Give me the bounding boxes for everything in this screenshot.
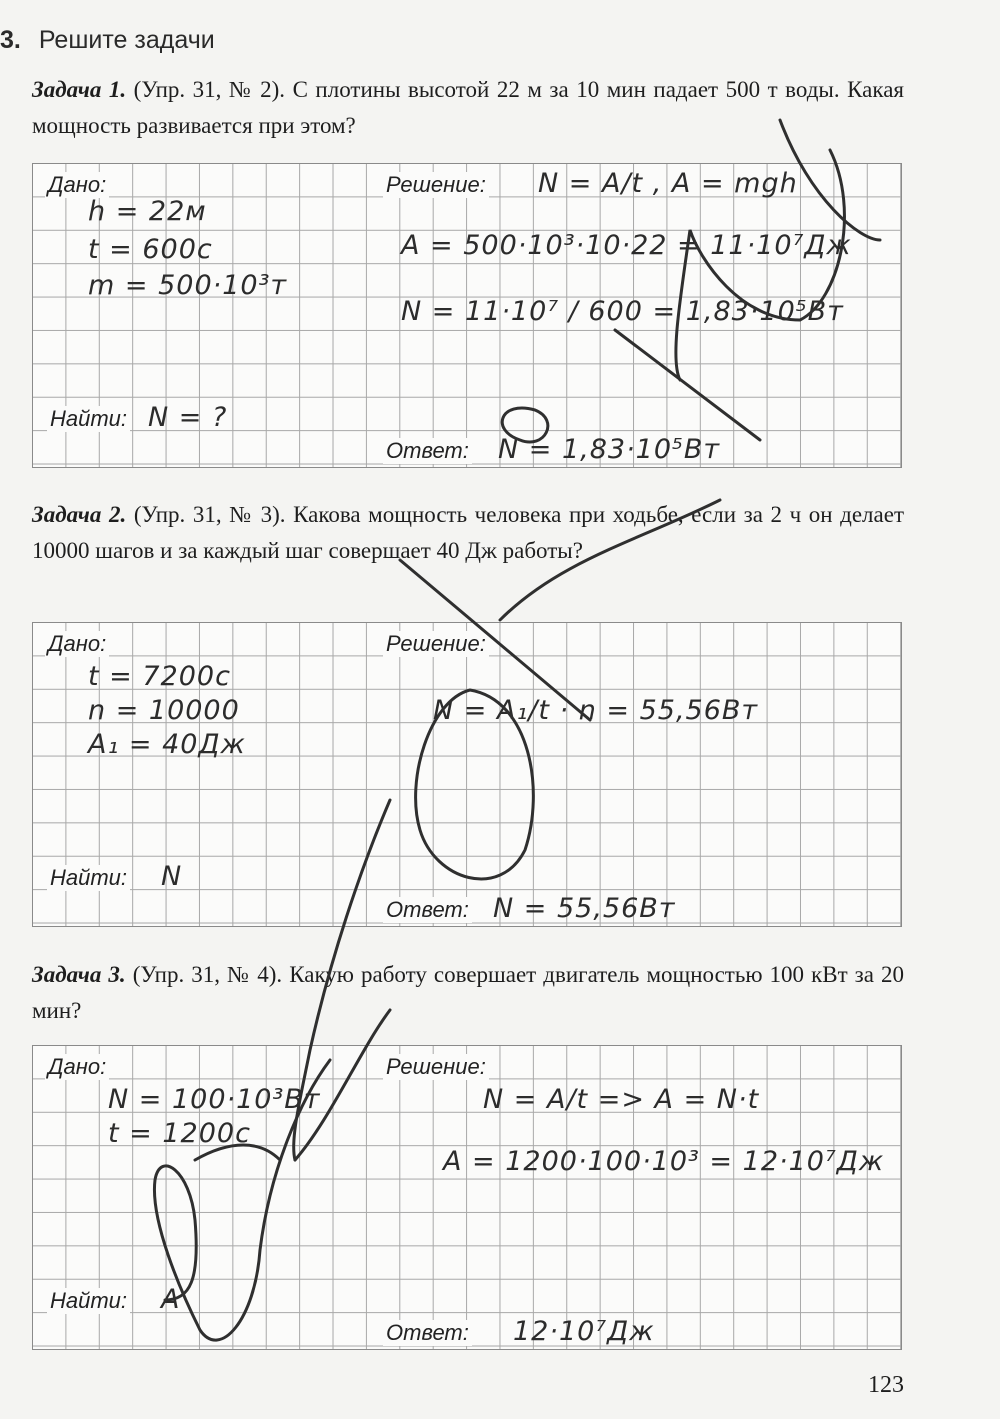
section-title: Решите задачи bbox=[38, 26, 215, 54]
given-label: Дано: bbox=[45, 172, 109, 198]
task-3-text: (Упр. 31, № 4). Какую работу совершает двигатель мощностью 100 кВт за 20 мин? bbox=[32, 962, 905, 1023]
answer-label: Ответ: bbox=[383, 438, 472, 464]
given-line: t = 7200с bbox=[88, 661, 231, 692]
task-1-text: (Упр. 31, № 2). С плотины высотой 22 м за 10 мин падает 500 т воды. Какая мощность развивается при этом? bbox=[32, 77, 905, 138]
task-2-label: Задача 2. bbox=[32, 502, 127, 527]
find-value: A bbox=[161, 1284, 181, 1315]
task-1-grid bbox=[32, 163, 902, 468]
solution-label: Решение: bbox=[383, 631, 489, 657]
given-line: t = 1200с bbox=[108, 1118, 251, 1149]
solution-label: Решение: bbox=[383, 172, 489, 198]
task-3-label: Задача 3. bbox=[32, 962, 126, 987]
solution-label: Решение: bbox=[383, 1054, 489, 1080]
given-label: Дано: bbox=[45, 631, 109, 657]
find-value: N = ? bbox=[148, 402, 228, 433]
solution-line: N = A₁/t · n = 55,56Вт bbox=[433, 695, 759, 726]
task-2-grid bbox=[32, 622, 902, 927]
section-number: 3. bbox=[0, 26, 21, 54]
find-label: Найти: bbox=[47, 1288, 130, 1314]
solution-line: A = 1200·100·10³ = 12·10⁷Дж bbox=[443, 1146, 885, 1177]
find-label: Найти: bbox=[47, 406, 130, 432]
solution-line: N = 11·10⁷ / 600 = 1,83·10⁵Вт bbox=[401, 296, 844, 327]
answer-value: N = 1,83·10⁵Вт bbox=[498, 434, 721, 465]
task-2-text: (Упр. 31, № 3). Какова мощность человека при ходьбе, если за 2 ч он делает 10000 шагов и за каждый шаг совершает 40 Дж работы? bbox=[32, 502, 904, 563]
given-label: Дано: bbox=[45, 1054, 109, 1080]
find-value: N bbox=[161, 861, 183, 892]
solution-line: N = A/t => A = N·t bbox=[483, 1084, 760, 1115]
given-line: h = 22м bbox=[88, 196, 207, 227]
task-1-label: Задача 1. bbox=[32, 77, 127, 102]
given-line: t = 600с bbox=[88, 234, 213, 265]
given-line: m = 500·10³т bbox=[88, 270, 288, 301]
solution-line: A = 500·10³·10·22 = 11·10⁷Дж bbox=[401, 230, 852, 261]
section-header bbox=[0, 26, 215, 55]
given-line: N = 100·10³Вт bbox=[108, 1084, 321, 1115]
task-2-statement bbox=[32, 497, 904, 569]
given-line: n = 10000 bbox=[88, 695, 240, 726]
task-3-grid bbox=[32, 1045, 902, 1350]
answer-value: 12·10⁷Дж bbox=[513, 1316, 655, 1347]
solution-line: N = A/t , A = mgh bbox=[538, 168, 798, 199]
task-3-statement bbox=[32, 957, 904, 1029]
given-line: A₁ = 40Дж bbox=[88, 729, 246, 760]
task-1-statement bbox=[32, 72, 904, 144]
find-label: Найти: bbox=[47, 865, 130, 891]
answer-label: Ответ: bbox=[383, 897, 472, 923]
page-number: 123 bbox=[868, 1372, 904, 1398]
answer-value: N = 55,56Вт bbox=[493, 893, 676, 924]
answer-label: Ответ: bbox=[383, 1320, 472, 1346]
